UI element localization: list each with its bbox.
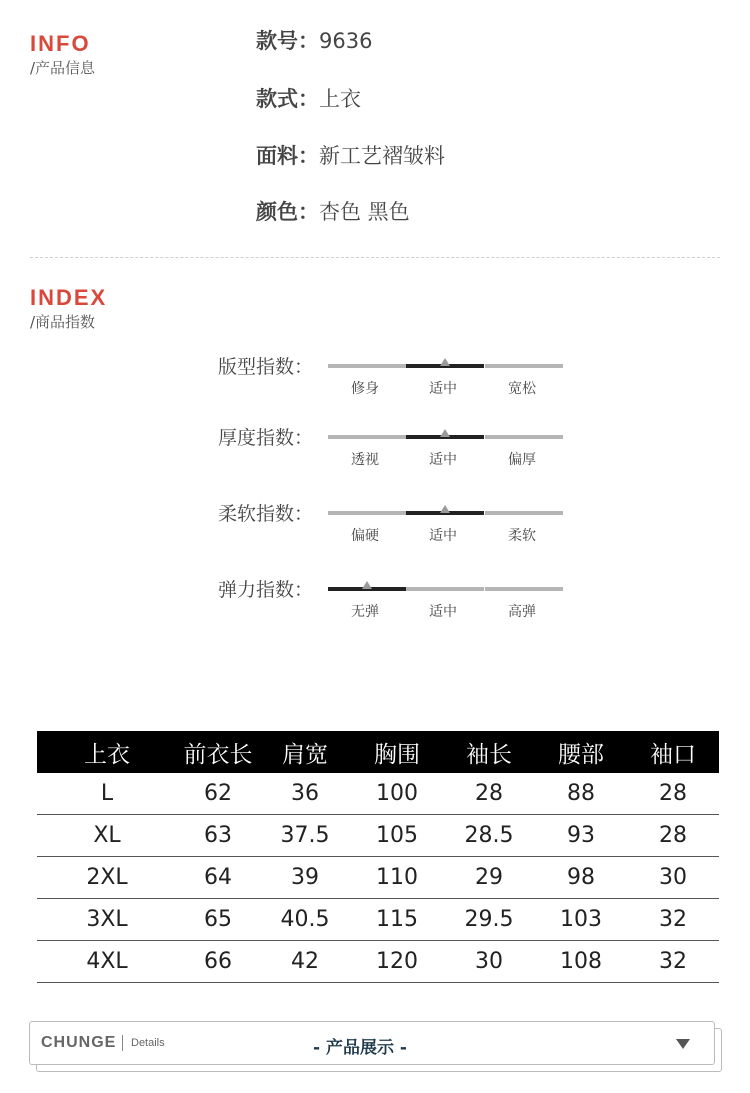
- info-key: 款号：: [256, 29, 319, 53]
- measure-cell: 30: [443, 941, 535, 983]
- size-cell: 4XL: [37, 941, 177, 983]
- measure-cell: 40.5: [259, 899, 351, 941]
- size-cell: L: [37, 773, 177, 815]
- table-row: [37, 857, 719, 899]
- measure-cell: 30: [627, 857, 719, 899]
- index-bar-segment: [485, 364, 563, 368]
- index-row: [0, 356, 750, 414]
- measure-cell: 36: [259, 773, 351, 815]
- product-display-title: - 产品展示 -: [313, 1038, 407, 1058]
- index-option-label: 宽松: [508, 381, 536, 397]
- measure-cell: 64: [177, 857, 259, 899]
- measure-cell: 37.5: [259, 815, 351, 857]
- measure-cell: 29.5: [443, 899, 535, 941]
- index-marker-icon: [440, 429, 450, 437]
- index-option-label: 修身: [351, 381, 379, 397]
- table-row: [37, 899, 719, 941]
- measure-cell: 105: [351, 815, 443, 857]
- size-table: [37, 731, 719, 983]
- measure-cell: 108: [535, 941, 627, 983]
- index-title: INDEX: [30, 285, 108, 310]
- index-option-label: 偏硬: [351, 528, 379, 544]
- measure-cell: 98: [535, 857, 627, 899]
- index-option-label: 透视: [351, 452, 379, 468]
- info-title: INFO: [30, 31, 91, 56]
- measure-cell: 28: [627, 815, 719, 857]
- index-subtitle: /商品指数: [30, 313, 96, 331]
- info-value: 新工艺褶皱料: [319, 144, 445, 168]
- measure-cell: 100: [351, 773, 443, 815]
- index-bar-segment: [485, 435, 563, 439]
- measure-cell: 39: [259, 857, 351, 899]
- index-marker-icon: [440, 358, 450, 366]
- info-value: 杏色 黑色: [319, 200, 410, 224]
- measure-cell: 120: [351, 941, 443, 983]
- column-header: 胸围: [351, 731, 443, 773]
- index-row: [0, 579, 750, 637]
- index-bar-segment: [328, 364, 406, 368]
- info-row-color: [256, 202, 410, 223]
- index-label: 版型指数：: [218, 356, 314, 378]
- measure-cell: 42: [259, 941, 351, 983]
- info-key: 款式：: [256, 87, 319, 111]
- details-label: Details: [131, 1037, 165, 1049]
- index-label: 厚度指数：: [218, 427, 314, 449]
- info-row-style: [256, 89, 361, 110]
- info-row-fabric: [256, 146, 445, 167]
- index-marker-icon: [362, 581, 372, 589]
- size-cell: 3XL: [37, 899, 177, 941]
- column-header: 腰部: [535, 731, 627, 773]
- index-bar-segment: [406, 587, 484, 591]
- chevron-down-icon[interactable]: [676, 1039, 690, 1049]
- index-option-label: 适中: [429, 452, 457, 468]
- index-option-label: 适中: [429, 604, 457, 620]
- brand-logo: CHUNGE: [41, 1034, 117, 1051]
- index-row: [0, 427, 750, 485]
- measure-cell: 32: [627, 941, 719, 983]
- size-cell: XL: [37, 815, 177, 857]
- measure-cell: 63: [177, 815, 259, 857]
- column-header: 肩宽: [259, 731, 351, 773]
- measure-cell: 28: [443, 773, 535, 815]
- index-marker-icon: [440, 505, 450, 513]
- size-cell: 2XL: [37, 857, 177, 899]
- info-key: 颜色：: [256, 200, 319, 224]
- index-option-label: 无弹: [351, 604, 379, 620]
- index-option-label: 柔软: [508, 528, 536, 544]
- measure-cell: 110: [351, 857, 443, 899]
- size-table-header: [37, 731, 719, 773]
- measure-cell: 28.5: [443, 815, 535, 857]
- measure-cell: 88: [535, 773, 627, 815]
- index-label: 弹力指数：: [218, 579, 314, 601]
- table-row: [37, 815, 719, 857]
- info-value: 上衣: [319, 87, 361, 111]
- measure-cell: 65: [177, 899, 259, 941]
- table-row: [37, 773, 719, 815]
- table-row: [37, 941, 719, 983]
- index-option-label: 高弹: [508, 604, 536, 620]
- index-option-label: 偏厚: [508, 452, 536, 468]
- info-key: 面料：: [256, 144, 319, 168]
- measure-cell: 93: [535, 815, 627, 857]
- index-bar-segment: [485, 587, 563, 591]
- column-header: 前衣长: [177, 731, 259, 773]
- index-row: [0, 503, 750, 561]
- index-option-label: 适中: [429, 381, 457, 397]
- measure-cell: 29: [443, 857, 535, 899]
- column-header: 上衣: [37, 731, 177, 773]
- measure-cell: 66: [177, 941, 259, 983]
- measure-cell: 32: [627, 899, 719, 941]
- info-subtitle: /产品信息: [30, 59, 96, 77]
- index-bar-segment: [328, 511, 406, 515]
- section-divider: [30, 257, 720, 258]
- index-bar-segment: [485, 511, 563, 515]
- info-row-style-no: [256, 31, 372, 52]
- index-bar-segment: [328, 435, 406, 439]
- info-value: 9636: [319, 29, 373, 53]
- product-display-banner[interactable]: [29, 1021, 715, 1065]
- measure-cell: 62: [177, 773, 259, 815]
- column-header: 袖口: [627, 731, 719, 773]
- index-label: 柔软指数：: [218, 503, 314, 525]
- measure-cell: 115: [351, 899, 443, 941]
- measure-cell: 28: [627, 773, 719, 815]
- column-header: 袖长: [443, 731, 535, 773]
- measure-cell: 103: [535, 899, 627, 941]
- brand-separator: [122, 1035, 123, 1051]
- index-option-label: 适中: [429, 528, 457, 544]
